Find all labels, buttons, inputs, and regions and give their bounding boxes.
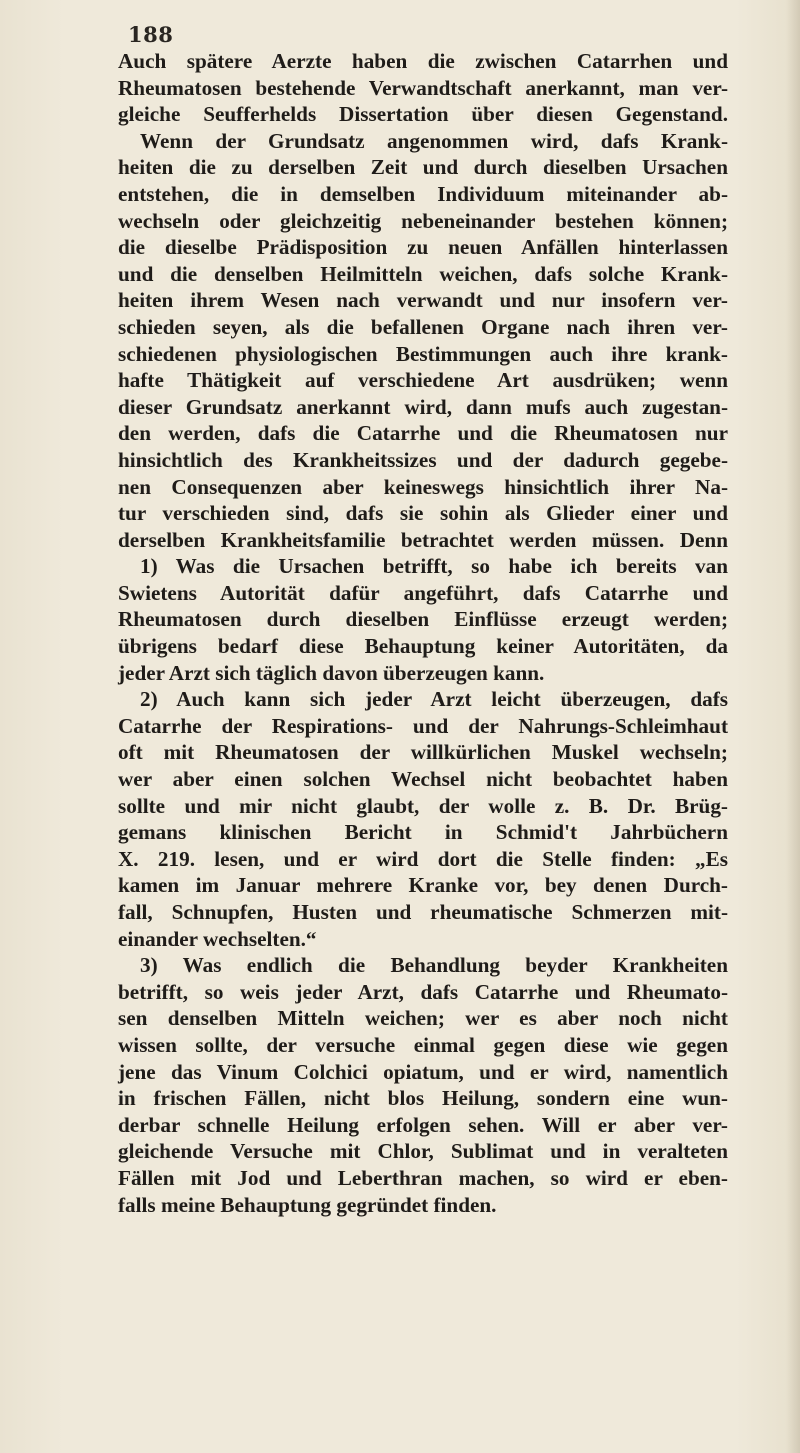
text-line: 2) Auch kann sich jeder Arzt leicht überzeugen, dafs — [140, 687, 728, 712]
text-line: wissen sollte, der versuche einmal gegen diese wie gegen — [118, 1032, 728, 1057]
text-line: den werden, dafs die Catarrhe und die Rheumatosen nur — [118, 421, 728, 446]
text-line: übrigens bedarf diese Behauptung keiner Autoritäten, da — [118, 634, 728, 659]
text-line: schiedenen physiologischen Bestimmungen auch ihre krank- — [118, 341, 728, 366]
text-line: entstehen, die in demselben Individuum miteinander ab- — [118, 181, 728, 206]
text-line: gleichende Versuche mit Chlor, Sublimat und in veralteten — [118, 1139, 728, 1164]
text-line: jene das Vinum Colchici opiatum, und er wird, namentlich — [118, 1059, 728, 1084]
text-line: falls meine Behauptung gegründet finden. — [118, 1192, 497, 1217]
text-line: und die denselben Heilmitteln weichen, dafs solche Krank- — [118, 261, 728, 286]
text-line: derselben Krankheitsfamilie betrachtet werden müssen. Denn — [118, 527, 728, 552]
text-line: hafte Thätigkeit auf verschiedene Art ausdrüken; wenn — [118, 368, 728, 393]
text-line: schieden seyen, als die befallenen Organe nach ihren ver- — [118, 314, 728, 339]
text-line: Catarrhe der Respirations- und der Nahrungs-Schleimhaut — [118, 713, 728, 738]
text-line: Rheumatosen durch dieselben Einflüsse erzeugt werden; — [118, 607, 728, 632]
text-line: wechseln oder gleichzeitig nebeneinander bestehen können; — [118, 208, 728, 233]
text-line: nen Consequenzen aber keineswegs hinsichtlich ihrer Na- — [118, 474, 728, 499]
text-line: Wenn der Grundsatz angenommen wird, dafs Krank- — [140, 128, 728, 153]
text-line: tur verschieden sind, dafs sie sohin als Glieder einer und — [118, 501, 728, 526]
text-line: 3) Was endlich die Behandlung beyder Krankheiten — [140, 953, 728, 978]
text-line: gleiche Seufferhelds Dissertation über diesen Gegenstand. — [118, 102, 728, 127]
text-line: Auch spätere Aerzte haben die zwischen Catarrhen und — [118, 49, 728, 73]
text-line: jeder Arzt sich täglich davon überzeugen kann. — [118, 660, 545, 685]
text-line: X. 219. lesen, und er wird dort die Stelle finden: „Es — [118, 846, 728, 871]
text-line: heiten die zu derselben Zeit und durch dieselben Ursachen — [118, 155, 728, 180]
text-line: fall, Schnupfen, Husten und rheumatische Schmerzen mit- — [118, 900, 728, 924]
text-line: sollte und mir nicht glaubt, der wolle z. B. Dr. Brüg- — [118, 793, 728, 818]
text-line: kamen im Januar mehrere Kranke vor, bey denen Durch- — [118, 873, 728, 898]
text-line: wer aber einen solchen Wechsel nicht beobachtet haben — [118, 767, 728, 792]
text-line: Fällen mit Jod und Leberthran machen, so wird er eben- — [118, 1165, 728, 1190]
body-text — [118, 48, 728, 1218]
text-line: hinsichtlich des Krankheitssizes und der dadurch gegebe- — [118, 447, 728, 472]
text-line: in frischen Fällen, nicht blos Heilung, sondern eine wun- — [118, 1086, 728, 1111]
text-line: heiten ihrem Wesen nach verwandt und nur insofern ver- — [118, 288, 728, 313]
text-line: Swietens Autorität dafür angeführt, dafs Catarrhe und — [118, 580, 728, 605]
text-line: oft mit Rheumatosen der willkürlichen Muskel wechseln; — [118, 740, 728, 765]
text-line: 1) Was die Ursachen betrifft, so habe ich bereits van — [140, 554, 728, 579]
text-line: einander wechselten.“ — [118, 926, 317, 951]
text-line: die dieselbe Prädisposition zu neuen Anfällen hinterlassen — [118, 235, 728, 260]
text-line: betrifft, so weis jeder Arzt, dafs Catarrhe und Rheumato- — [118, 979, 728, 1004]
text-line: sen denselben Mitteln weichen; wer es aber noch nicht — [118, 1006, 728, 1031]
page-edge-shadow — [786, 0, 800, 1453]
text-line: gemans klinischen Bericht in Schmid't Jahrbüchern — [118, 820, 728, 845]
text-line: Rheumatosen bestehende Verwandtschaft anerkannt, man ver- — [118, 75, 728, 100]
text-line: derbar schnelle Heilung erfolgen sehen. Will er aber ver- — [118, 1112, 728, 1137]
text-line: dieser Grundsatz anerkannt wird, dann mufs auch zugestan- — [118, 394, 728, 419]
page-number: 188 — [128, 22, 174, 47]
